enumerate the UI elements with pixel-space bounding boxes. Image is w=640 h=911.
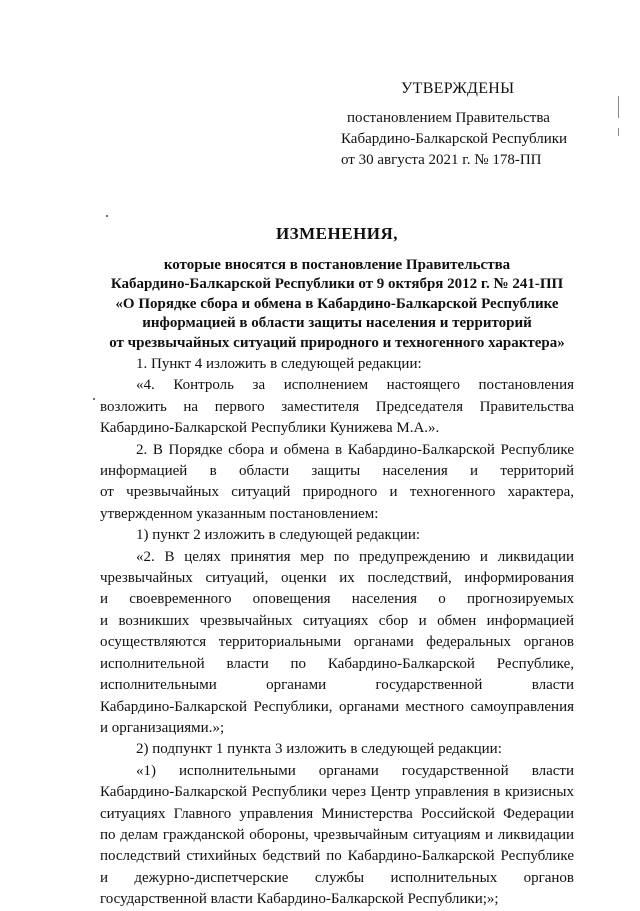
document-body: [100, 354, 574, 911]
body-line: 1) пункт 2 изложить в следующей редакции:: [136, 527, 421, 544]
heading-line: Кабардино-Балкарской Республики от 9 октября 2012 г. № 241-ПП: [110, 276, 564, 293]
body-line: утвержденном указанным постановлением:: [100, 505, 379, 522]
body-line: и возникших чрезвычайных ситуациях сбор и обмен информацией: [100, 612, 574, 629]
scan-dot-mark: [93, 398, 95, 400]
body-line: исполнительными органами государственной власти: [100, 677, 574, 694]
body-line: от чрезвычайных ситуаций природного и техногенного характера,: [100, 484, 574, 501]
document-heading: [100, 224, 574, 353]
body-line: 2) подпункт 1 пункта 3 изложить в следующей редакции:: [136, 741, 502, 758]
heading-line: «О Порядке сбора и обмена в Кабардино-Балкарской Республике: [115, 295, 559, 312]
body-line: и организациями.»;: [100, 719, 225, 736]
body-line: Кабардино-Балкарской Республики, органами местного самоуправления: [100, 698, 574, 715]
body-line: по делам гражданской обороны, чрезвычайным ситуациям и ликвидации: [100, 826, 574, 843]
body-line: информацией в области защиты населения и территорий: [100, 463, 574, 480]
body-line: осуществляются территориальными органами федеральных органов: [100, 634, 574, 651]
body-line: «2. В целях принятия мер по предупреждению и ликвидации: [136, 548, 574, 565]
scan-dot-mark: [106, 215, 108, 217]
body-line: последствий стихийных бедствий по Кабардино-Балкарской Республике: [100, 848, 574, 865]
body-line: чрезвычайных ситуаций, оценки их последствий, информирования: [100, 570, 574, 587]
body-line: 1. Пункт 4 изложить в следующей редакции:: [136, 356, 422, 372]
heading-line: которые вносятся в постановление Правительства: [163, 257, 511, 273]
approval-line-3: от 30 августа 2021 г. № 178-ПП: [341, 152, 542, 168]
body-line: исполнительной власти по Кабардино-Балкарской Республике,: [100, 655, 574, 672]
body-line: 2. В Порядке сбора и обмена в Кабардино-Балкарской Республике: [136, 441, 574, 458]
approval-block: [337, 78, 597, 171]
document-title: ИЗМЕНЕНИЯ,: [275, 224, 399, 243]
body-line: «1) исполнительными органами государственной власти: [136, 762, 574, 779]
body-line: государственной власти Кабардино-Балкарской Республики;»;: [100, 891, 499, 908]
body-line: и своевременного оповещения населения о прогнозируемых: [100, 591, 574, 608]
body-line: и дежурно-диспетчерские службы исполнительных органов: [100, 869, 574, 886]
approval-line-1: постановлением Правительства: [347, 110, 550, 126]
body-line: Кабардино-Балкарской Республики через Центр управления в кризисных: [100, 784, 574, 801]
body-line: «4. Контроль за исполнением настоящего постановления: [136, 377, 574, 394]
body-line: Кабардино-Балкарской Республики Кунижева М.А.».: [100, 420, 440, 437]
scan-margin-mark: [618, 128, 619, 136]
body-line: ситуациях Главного управления Министерства Российской Федерации: [100, 805, 574, 822]
scan-margin-mark: [618, 96, 619, 118]
approval-line-2: Кабардино-Балкарской Республики: [341, 131, 568, 147]
approval-title: УТВЕРЖДЕНЫ: [401, 80, 515, 97]
heading-line: информацией в области защиты населения и территорий: [142, 315, 532, 332]
body-line: возложить на первого заместителя Председателя Правительства: [100, 398, 574, 415]
heading-line: от чрезвычайных ситуаций природного и техногенного характера»: [109, 334, 565, 351]
